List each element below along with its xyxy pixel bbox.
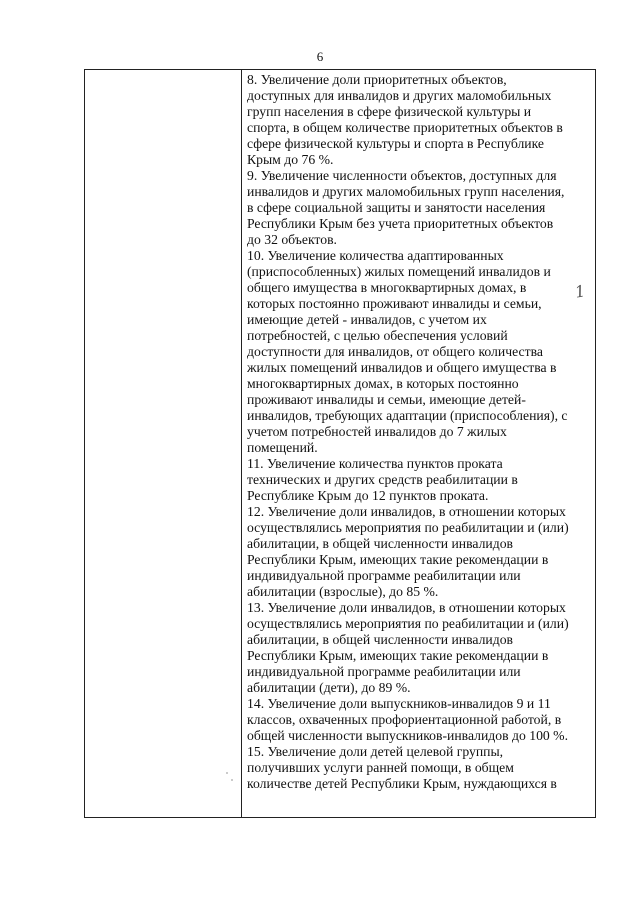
text-line: многоквартирных домах, в которых постоянно xyxy=(247,376,519,391)
text-line: инвалидов и других маломобильных групп населения, xyxy=(247,184,565,199)
text-line: инвалидов, требующих адаптации (приспособления), с xyxy=(247,408,568,423)
text-line: классов, охваченных профориентационной работой, в xyxy=(247,712,562,727)
text-line: 15. Увеличение доли детей целевой группы, xyxy=(247,744,504,759)
text-line: доступных для инвалидов и других маломобильных xyxy=(247,88,552,103)
scan-speck xyxy=(231,779,233,781)
text-line: абилитации, в общей численности инвалидов xyxy=(247,632,513,647)
text-line: Республики Крым, имеющих такие рекомендации в xyxy=(247,648,549,663)
text-line: групп населения в сфере физической культуры и xyxy=(247,104,532,119)
text-line: общей численности выпускников-инвалидов до 100 %. xyxy=(247,728,569,743)
list-item xyxy=(247,456,593,504)
text-line: 14. Увеличение доли выпускников-инвалидов 9 и 11 xyxy=(247,696,551,711)
list-item xyxy=(247,504,593,600)
text-line: которых постоянно проживают инвалиды и семьи, xyxy=(247,296,542,311)
table-right-column xyxy=(247,72,593,817)
text-line: имеющие детей - инвалидов, с учетом их xyxy=(247,312,487,327)
text-line: (приспособленных) жилых помещений инвалидов и xyxy=(247,264,551,279)
list-item xyxy=(247,248,593,456)
text-line: осуществлялись мероприятия по реабилитации и (или) xyxy=(247,520,569,535)
text-line: Республики Крым без учета приоритетных объектов xyxy=(247,216,554,231)
text-line: 9. Увеличение численности объектов, доступных для xyxy=(247,168,557,183)
text-line: Республики Крым, имеющих такие рекомендации в xyxy=(247,552,549,567)
text-line: 11. Увеличение количества пунктов проката xyxy=(247,456,503,471)
text-line: абилитации (взрослые), до 85 %. xyxy=(247,584,439,599)
text-line: осуществлялись мероприятия по реабилитации и (или) xyxy=(247,616,569,631)
column-divider xyxy=(241,70,242,817)
text-line: индивидуальной программе реабилитации или xyxy=(247,568,521,583)
scan-speck xyxy=(226,772,228,774)
text-line: 8. Увеличение доли приоритетных объектов, xyxy=(247,72,507,87)
text-line: абилитации, в общей численности инвалидов xyxy=(247,536,513,551)
text-line: проживают инвалиды и семьи, имеющие детей- xyxy=(247,392,526,407)
page-number: 6 xyxy=(316,49,324,64)
text-line: общего имущества в многоквартирных домах, в xyxy=(247,280,527,295)
text-line: сфере физической культуры и спорта в Республике xyxy=(247,136,544,151)
text-line: 12. Увеличение доли инвалидов, в отношении которых xyxy=(247,504,566,519)
table-left-column xyxy=(85,70,241,817)
handwritten-margin-mark: 1 xyxy=(573,281,587,302)
document-table xyxy=(84,69,596,818)
text-line: Крым до 76 %. xyxy=(247,152,334,167)
list-item xyxy=(247,72,593,168)
text-line: 13. Увеличение доли инвалидов, в отношении которых xyxy=(247,600,566,615)
text-line: доступности для инвалидов, от общего количества xyxy=(247,344,543,359)
text-line: 10. Увеличение количества адаптированных xyxy=(247,248,504,263)
text-line: учетом потребностей инвалидов до 7 жилых xyxy=(247,424,507,439)
text-line: в сфере социальной защиты и занятости населения xyxy=(247,200,546,215)
text-line: до 32 объектов. xyxy=(247,232,337,247)
text-line: количестве детей Республики Крым, нуждающихся в xyxy=(247,776,557,791)
list-item xyxy=(247,744,593,792)
text-line: индивидуальной программе реабилитации или xyxy=(247,664,521,679)
text-line: технических и других средств реабилитации в xyxy=(247,472,518,487)
text-line: потребностей, с целью обеспечения условий xyxy=(247,328,508,343)
text-line: жилых помещений инвалидов и общего имущества в xyxy=(247,360,557,375)
text-line: получивших услуги ранней помощи, в общем xyxy=(247,760,514,775)
list-item xyxy=(247,600,593,696)
text-line: помещений. xyxy=(247,440,318,455)
list-item xyxy=(247,696,593,744)
list-item xyxy=(247,168,593,248)
text-line: Республике Крым до 12 пунктов проката. xyxy=(247,488,489,503)
text-line: спорта, в общем количестве приоритетных объектов в xyxy=(247,120,563,135)
text-line: абилитации (дети), до 89 %. xyxy=(247,680,411,695)
